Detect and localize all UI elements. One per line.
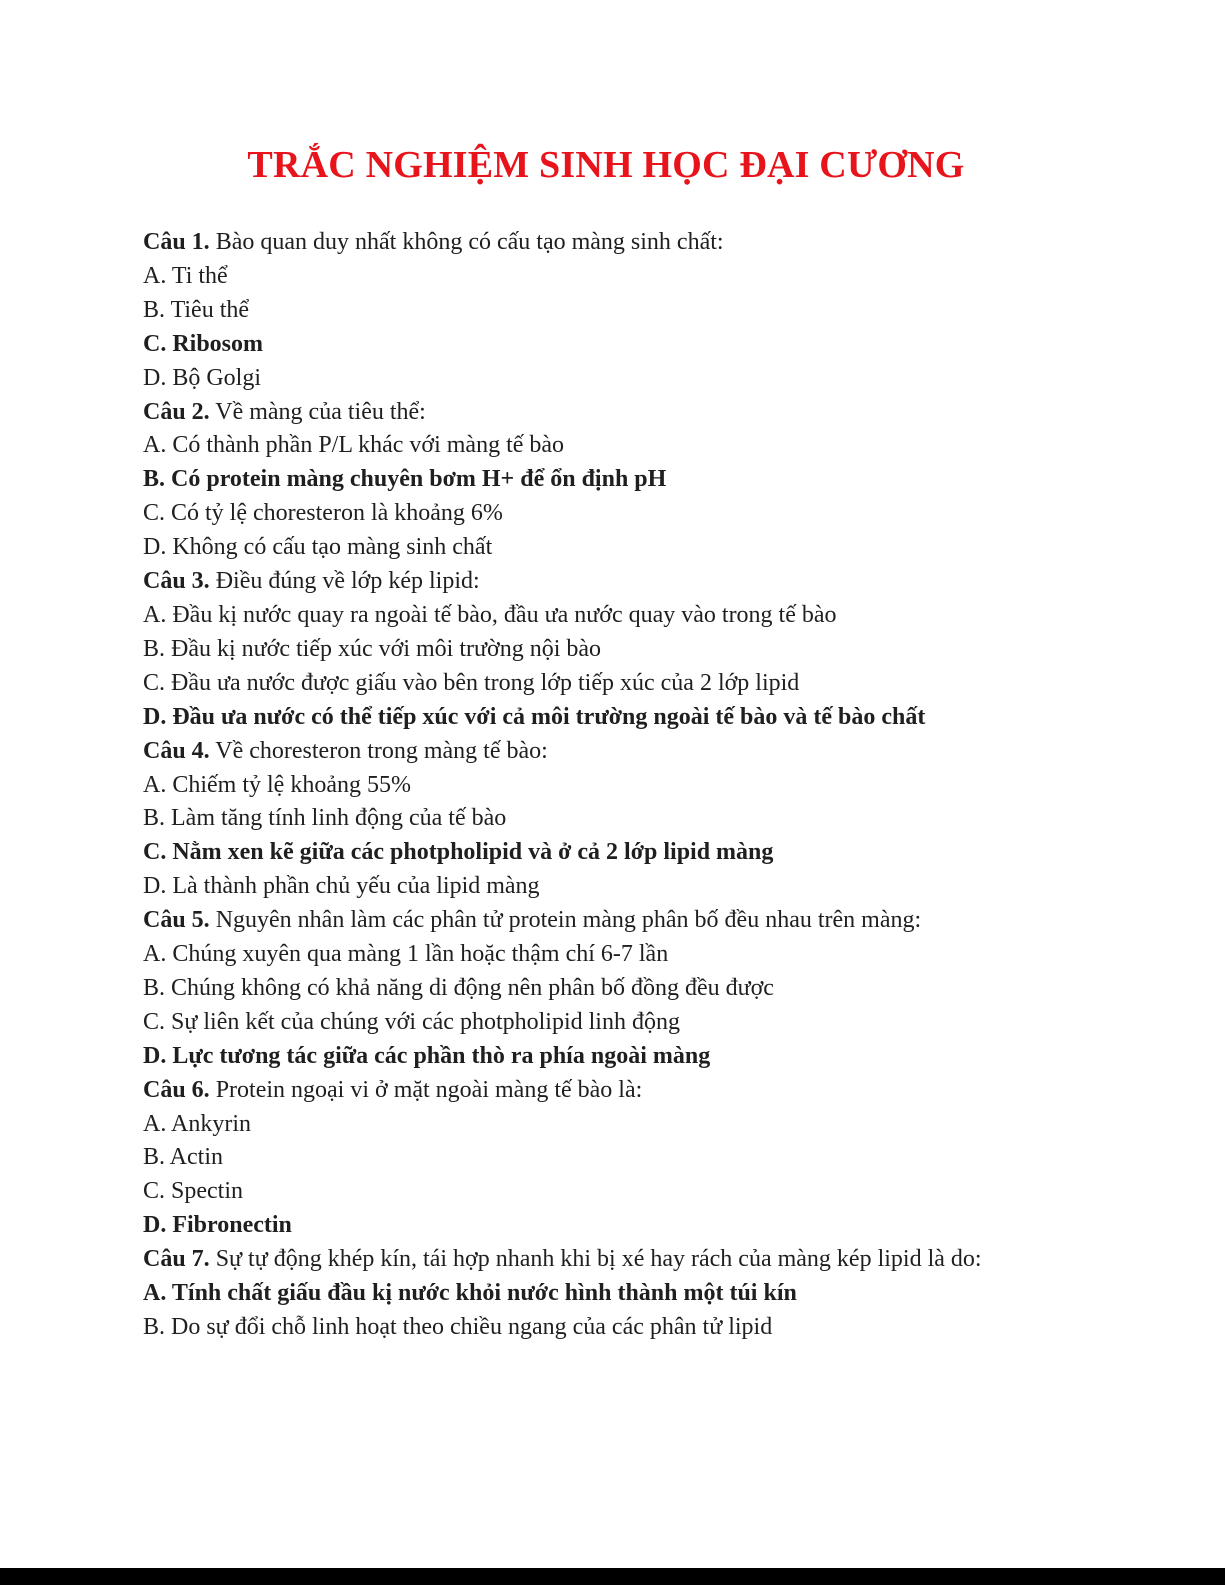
correct-answer-option: B. Có protein màng chuyên bơm H+ để ổn định pH (143, 466, 667, 493)
page-bottom-border (0, 1568, 1225, 1585)
question-6 (143, 1074, 1143, 1108)
correct-answer-option: D. Fibronectin (143, 1212, 292, 1239)
answer-option: C. Có tỷ lệ choresteron là khoảng 6% (143, 500, 503, 527)
question-text: Bào quan duy nhất không có cấu tạo màng sinh chất: (209, 229, 724, 255)
answer-option: A. Có thành phần P/L khác với màng tế bào (143, 432, 565, 459)
answer-option: C. Spectin (143, 1178, 243, 1205)
answer-option: D. Là thành phần chủ yếu của lipid màng (143, 873, 540, 900)
question-label: Câu 4. (143, 737, 210, 764)
answer-option: A. Chiếm tỷ lệ khoảng 55% (143, 771, 411, 798)
answer-option: A. Đầu kị nước quay ra ngoài tế bào, đầu ưa nước quay vào trong tế bào (143, 601, 837, 628)
question-1 (143, 226, 1143, 260)
question-2 (143, 396, 1143, 430)
correct-answer-option: C. Ribosom (143, 330, 264, 357)
question-3 (143, 565, 1143, 599)
answer-option: C. Đầu ưa nước được giấu vào bên trong lớp tiếp xúc của 2 lớp lipid (143, 669, 800, 696)
correct-answer-option: D. Lực tương tác giữa các phần thò ra phía ngoài màng (143, 1042, 711, 1069)
question-5 (143, 904, 1143, 938)
answer-option: B. Tiêu thể (143, 296, 250, 323)
answer-option: B. Đầu kị nước tiếp xúc với môi trường nội bào (143, 635, 602, 662)
question-7 (143, 1243, 1143, 1277)
correct-answer-option: A. Tính chất giấu đầu kị nước khỏi nước hình thành một túi kín (143, 1280, 797, 1307)
question-text: Về choresteron trong màng tế bào: (209, 737, 548, 764)
question-text: Về màng của tiêu thể: (209, 398, 426, 425)
answer-option: A. Chúng xuyên qua màng 1 lần hoặc thậm chí 6-7 lần (143, 941, 669, 968)
quiz-list (143, 226, 1143, 1345)
correct-answer-option: D. Đầu ưa nước có thể tiếp xúc với cả môi trường ngoài tế bào và tế bào chất (143, 703, 926, 730)
answer-option: B. Do sự đổi chỗ linh hoạt theo chiều ngang của các phân tử lipid (143, 1314, 773, 1340)
question-label: Câu 2. (143, 398, 210, 425)
page-title: TRẮC NGHIỆM SINH HỌC ĐẠI CƯƠNG (247, 144, 965, 186)
answer-option: B. Actin (143, 1144, 224, 1171)
correct-answer-option: C. Nằm xen kẽ giữa các photpholipid và ở cả 2 lớp lipid màng (143, 839, 774, 866)
answer-option: A. Ankyrin (143, 1110, 251, 1137)
question-4 (143, 735, 1143, 769)
question-label: Câu 6. (143, 1076, 210, 1103)
answer-option: B. Làm tăng tính linh động của tế bào (143, 805, 507, 832)
answer-option: A. Ti thể (143, 262, 228, 289)
question-label: Câu 5. (143, 907, 210, 934)
answer-option: B. Chúng không có khả năng di động nên phân bố đồng đều được (143, 974, 774, 1001)
question-text: Protein ngoại vi ở mặt ngoài màng tế bào là: (209, 1076, 643, 1103)
answer-option: D. Bộ Golgi (143, 364, 262, 391)
question-label: Câu 7. (143, 1246, 210, 1273)
question-text: Điều đúng về lớp kép lipid: (209, 568, 480, 595)
question-label: Câu 1. (143, 229, 210, 255)
answer-option: C. Sự liên kết của chúng với các photpholipid linh động (143, 1008, 680, 1035)
question-text: Nguyên nhân làm các phân tử protein màng phân bố đều nhau trên màng: (209, 907, 922, 934)
question-label: Câu 3. (143, 568, 210, 595)
question-text: Sự tự động khép kín, tái hợp nhanh khi bị xé hay rách của màng kép lipid là do: (209, 1246, 982, 1273)
answer-option: D. Không có cấu tạo màng sinh chất (143, 534, 493, 561)
